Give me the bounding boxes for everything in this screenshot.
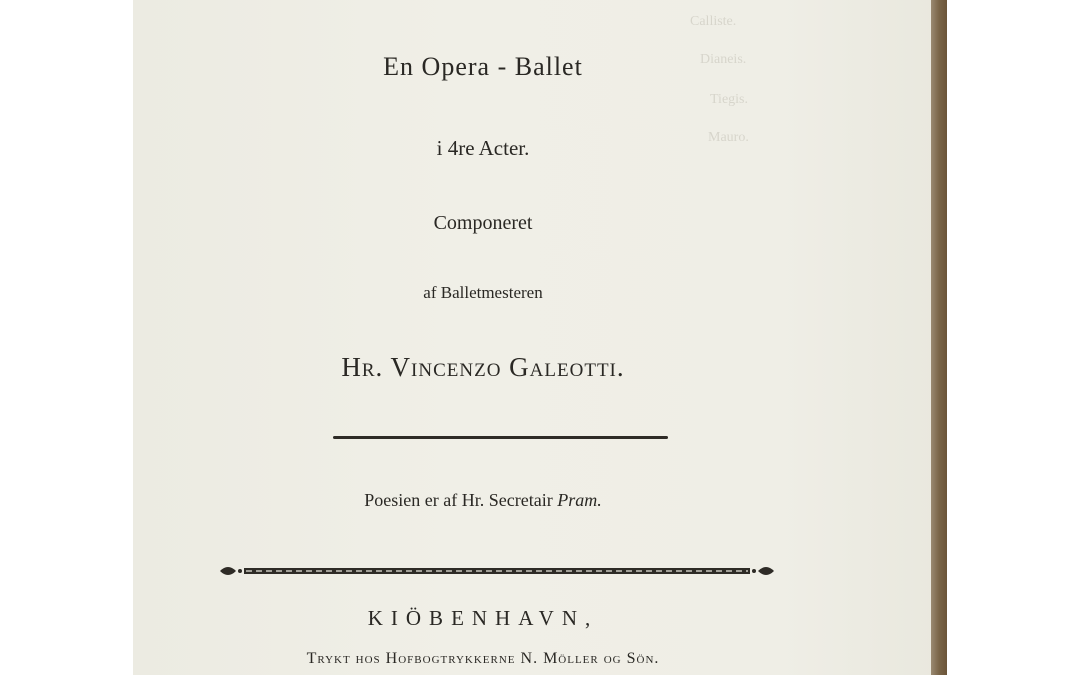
bleed-through-text: Calliste. [690, 14, 737, 29]
city: KIÖBENHAVN, [367, 606, 599, 630]
bleed-through-text: Tiegis. [710, 92, 749, 107]
composed-line: Componeret [433, 212, 533, 234]
cut-off-title [140, 0, 760, 8]
book-spine-edge [931, 0, 947, 675]
poetry-credit-prefix: Poesien er af Hr. Secretair [364, 490, 553, 510]
divider-rule [333, 436, 668, 439]
author-name: Hr. Vincenzo Galeotti. [341, 352, 625, 382]
poet-name: Pram. [557, 490, 602, 510]
subtitle: En Opera - Ballet [383, 52, 583, 81]
poetry-credit [133, 490, 833, 511]
ornamental-rule [218, 561, 776, 581]
acts-line: i 4re Acter. [436, 136, 530, 160]
by-line: af Balletmesteren [423, 283, 543, 302]
bleed-through-text: Mauro. [708, 130, 749, 145]
printer-line: Trykt hos Hofbogtrykkerne N. Möller og Sön. [306, 650, 660, 667]
bleed-through-text: Dianeis. [700, 52, 747, 67]
